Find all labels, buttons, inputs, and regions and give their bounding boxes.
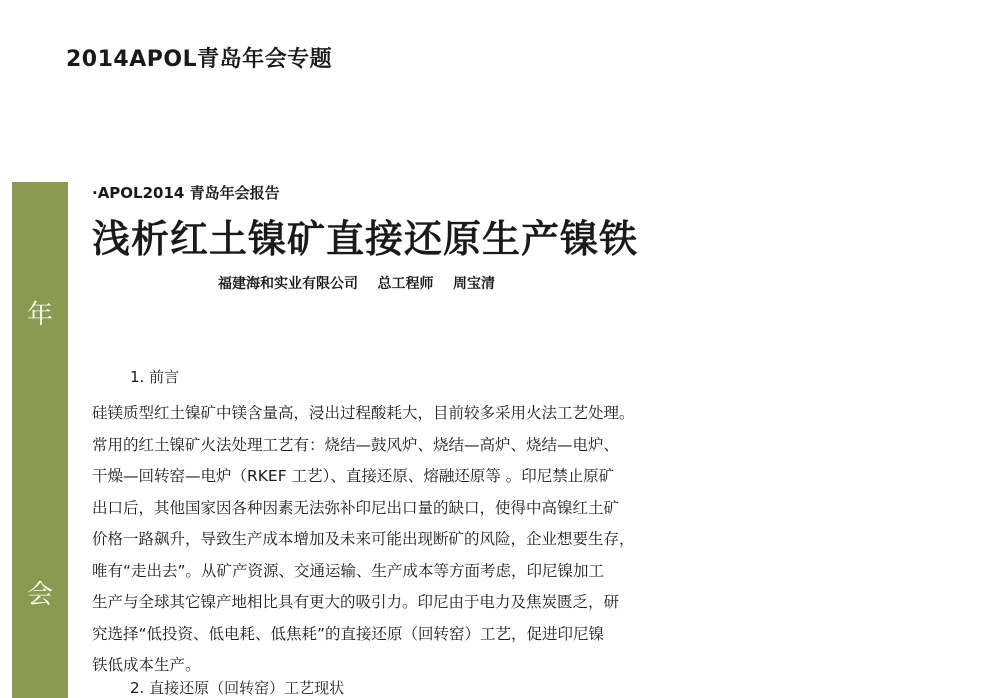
paragraph-line: 究选择“低投资、低电耗、低焦耗”的直接还原（回转窑）工艺，促进印尼镍 [92,624,605,643]
paragraph-line: 价格一路飙升，导致生产成本增加及未来可能出现断矿的风险，企业想要生存， [92,530,635,548]
page-header-title: 2014APOL青岛年会专题 [66,47,333,72]
section-heading-intro: 1. 前言 [130,368,180,386]
side-char-meeting: 会 [26,580,53,610]
article-title: 浅析红土镍矿直接还原生产镍铁 [92,217,639,261]
paragraph-line: 生产与全球其它镍产地相比具有更大的吸引力。印尼由于电力及焦炭匮乏，研 [92,593,620,611]
side-char-year: 年 [26,300,53,330]
paragraph-line: 铁低成本生产。 [92,656,201,674]
paragraph-line: 硅镁质型红土镍矿中镁含量高，浸出过程酸耗大，目前较多采用火法工艺处理。 [92,404,635,422]
intro-paragraph [92,398,732,682]
series-label: ·APOL2014 青岛年会报告 [92,184,280,202]
paragraph-line: 唯有“走出去”。从矿产资源、交通运输、生产成本等方面考虑，印尼镍加工 [92,561,605,580]
author-line: 福建海和实业有限公司 总工程师 周宝清 [218,276,495,292]
paragraph-line: 干燥—回转窑—电炉（RKEF 工艺）、直接还原、熔融还原等 。印尼禁止原矿 [92,467,615,485]
paragraph-line: 常用的红土镍矿火法处理工艺有：烧结—鼓风炉、烧结—高炉、烧结—电炉、 [92,435,620,454]
section-heading-process: 2. 直接还原（回转窑）工艺现状 [130,679,345,697]
side-color-bar [12,182,68,698]
paragraph-line: 出口后，其他国家因各种因素无法弥补印尼出口量的缺口，使得中高镍红土矿 [92,498,620,517]
